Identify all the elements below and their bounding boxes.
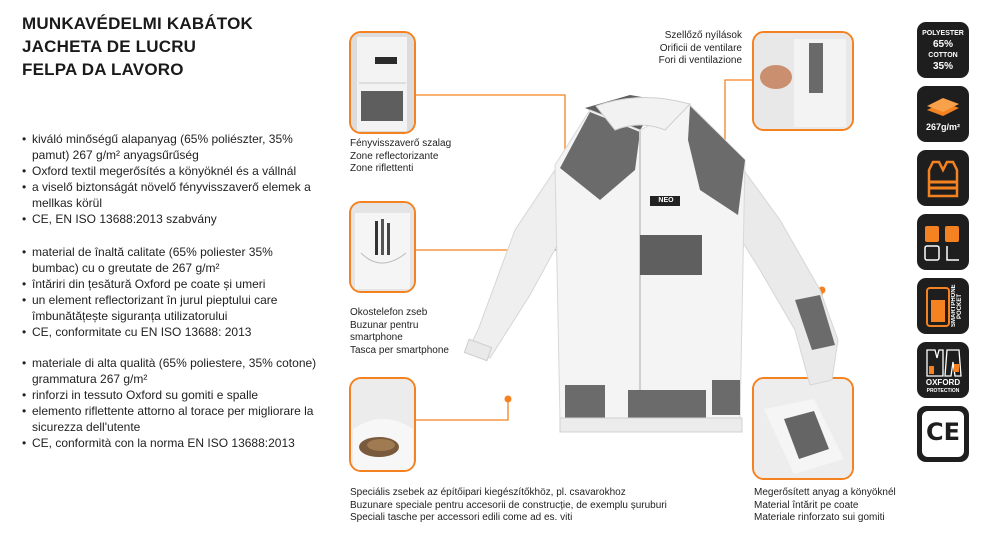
feature-item: • a viselő biztonságát növelő fényvisszaverő elemek a mellkas körül bbox=[32, 179, 322, 211]
ce-icon: CE bbox=[925, 418, 960, 446]
callout-text-tool-pockets: Speciális zsebek az építőipari kiegészítőkhöz, pl. csavarokhoz Buzunare speciale pentru accesorii de construcție, de exemplu șuruburi Speciali tasche per accessori edili come ad es. viti bbox=[350, 487, 667, 523]
reflective-vest-icon bbox=[917, 150, 969, 206]
callout-text-reflective: Fényvisszaverő szalag Zone reflectorizante Zone riflettenti bbox=[350, 138, 452, 174]
ce-mark-badge bbox=[917, 406, 969, 462]
title-it: FELPA DA LAVORO bbox=[22, 60, 184, 79]
feature-item: • CE, conformità con la norma EN ISO 13688:2013 bbox=[32, 435, 322, 451]
callout-text-smartphone: Okostelefon zseb Buzunar pentru smartphone Tasca per smartphone bbox=[350, 307, 449, 356]
feature-badges bbox=[917, 22, 969, 470]
feature-item: • CE, conformitate cu EN ISO 13688: 2013 bbox=[32, 324, 322, 340]
feature-item: • întăriri din țesătură Oxford pe coate și umeri bbox=[32, 276, 322, 292]
feature-item: • kiváló minőségű alapanyag (65% poliészter, 35% pamut) 267 g/m² anyagsűrűség bbox=[32, 131, 322, 163]
fabric-weight-badge: 267g/m² bbox=[917, 86, 969, 142]
pockets-icon bbox=[917, 214, 969, 270]
feature-item: • Oxford textil megerősítés a könyöknél és a vállnál bbox=[32, 163, 322, 179]
reflective-vest-badge bbox=[917, 150, 969, 206]
feature-item: • materiale di alta qualità (65% poliestere, 35% cotone) grammatura 267 g/m² bbox=[32, 355, 322, 387]
smartphone-pocket-badge: SMARTPHONE POCKET bbox=[917, 278, 969, 334]
title-ro: JACHETA DE LUCRU bbox=[22, 37, 197, 56]
fabric-layers-icon bbox=[917, 86, 969, 142]
fabric-composition-badge: POLYESTER 65% COTTON 35% bbox=[917, 22, 969, 78]
callout-text-elbow: Megerősített anyag a könyöknél Material întărit pe coate Materiale rinforzato sui gomiti bbox=[754, 487, 896, 523]
feature-item: • elemento riflettente attorno al torace per migliorare la sicurezza dell'utente bbox=[32, 403, 322, 435]
pockets-badge bbox=[917, 214, 969, 270]
title-hu: MUNKAVÉDELMI KABÁTOK bbox=[22, 14, 253, 33]
feature-item: • rinforzi in tessuto Oxford su gomiti e spalle bbox=[32, 387, 322, 403]
feature-item: • CE, EN ISO 13688:2013 szabvány bbox=[32, 211, 322, 227]
feature-item: • material de înaltă calitate (65% poliester 35% bumbac) cu o greutate de 267 g/m² bbox=[32, 244, 322, 276]
feature-item: • un element reflectorizant în jurul pieptului care îmbunătățește siguranța utilizatorului bbox=[32, 292, 322, 324]
oxford-protection-badge: OXFORD PROTECTION bbox=[917, 342, 969, 398]
callout-text-ventilation: Szellőző nyílások Orificii de ventilare Fori di ventilazione bbox=[658, 30, 742, 66]
brand-label: NEO bbox=[658, 197, 674, 204]
